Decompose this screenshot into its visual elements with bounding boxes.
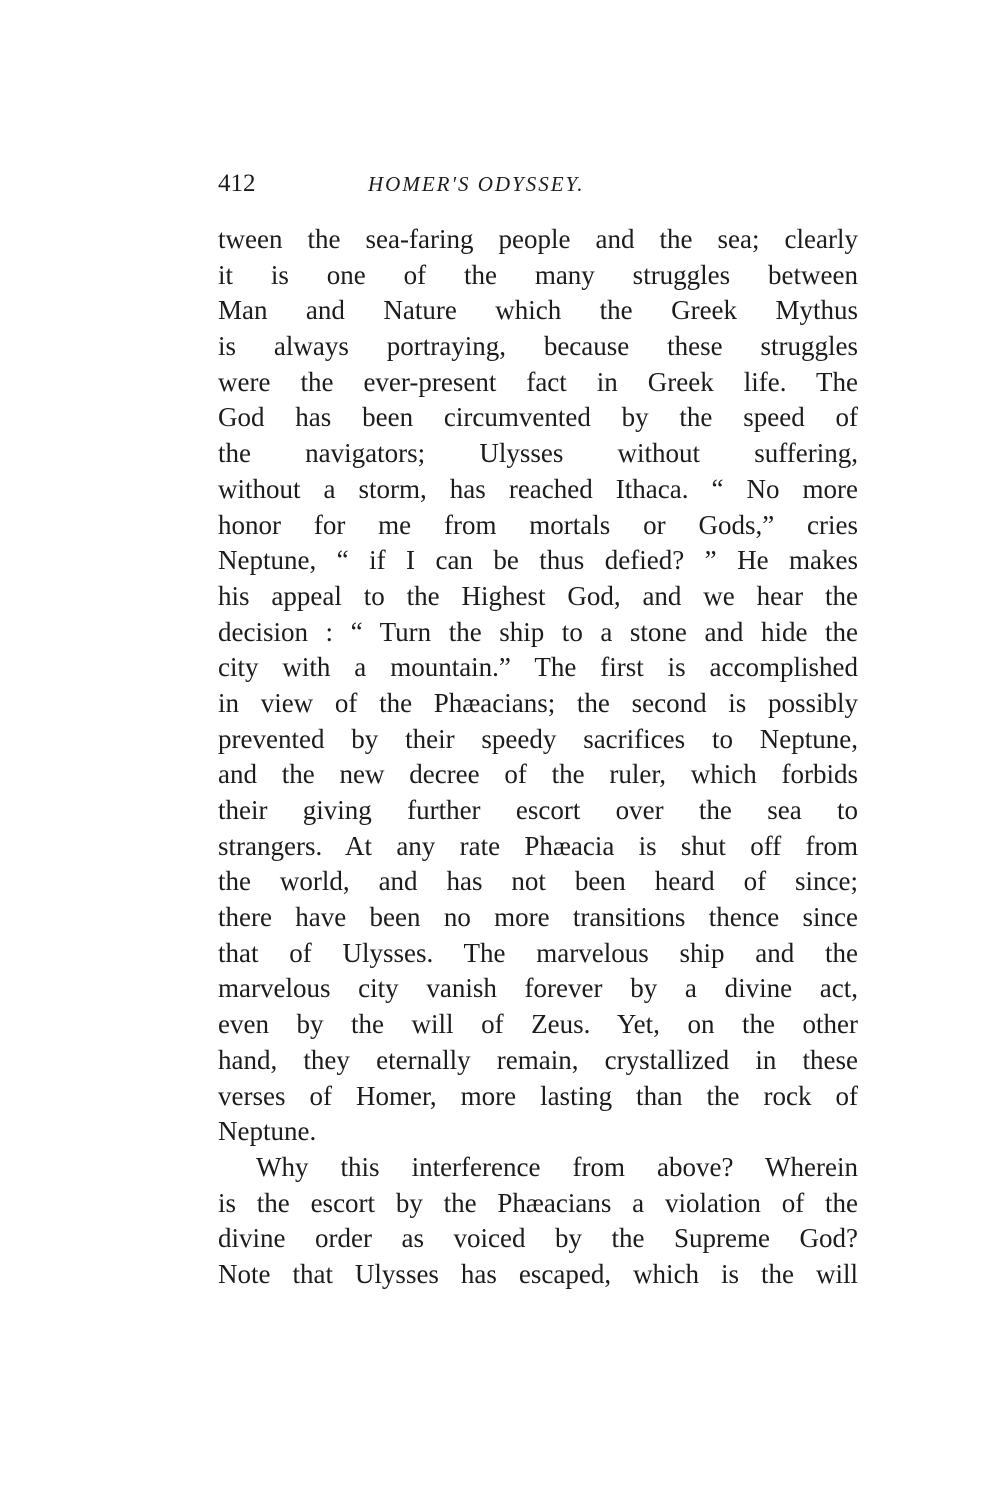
text-line: God has been circumvented by the speed of: [218, 402, 858, 433]
text-line: even by the will of Zeus. Yet, on the other: [218, 1009, 858, 1040]
text-line: Why this interference from above? Wherein: [256, 1151, 858, 1182]
running-head: [218, 166, 858, 202]
text-line: the world, and has not been heard of since;: [218, 866, 858, 897]
text-line: is the escort by the Phæacians a violation of the: [218, 1187, 858, 1218]
text-line: their giving further escort over the sea to: [218, 795, 858, 825]
text-line: that of Ulysses. The marvelous ship and the: [218, 937, 858, 968]
text-line: strangers. At any rate Phæacia is shut off from: [218, 830, 858, 861]
text-line: city with a mountain.” The first is accomplished: [218, 652, 858, 683]
page-number: 412: [218, 170, 256, 197]
text-line: marvelous city vanish forever by a divine act,: [218, 973, 858, 1004]
text-line: prevented by their speedy sacrifices to Neptune,: [218, 723, 858, 754]
text-line: in view of the Phæacians; the second is possibly: [218, 687, 858, 718]
text-line: were the ever-present fact in Greek life. The: [218, 366, 858, 397]
text-line: it is one of the many struggles between: [218, 259, 858, 290]
text-line: Neptune.: [218, 1116, 317, 1147]
paragraph: [218, 1150, 858, 1293]
text-line: is always portraying, because these struggles: [218, 331, 858, 362]
text-line: tween the sea-faring people and the sea; clearly: [218, 224, 858, 254]
text-line: there have been no more transitions thence since: [218, 902, 858, 933]
text-line: verses of Homer, more lasting than the rock of: [218, 1080, 858, 1111]
text-line: and the new decree of the ruler, which forbids: [218, 759, 858, 790]
text-line: decision : “ Turn the ship to a stone and hide the: [218, 616, 858, 647]
text-line: honor for me from mortals or Gods,” cries: [218, 509, 858, 540]
text-line: his appeal to the Highest God, and we hear the: [218, 580, 858, 611]
text-line: the navigators; Ulysses without suffering,: [218, 438, 858, 469]
running-title: HOMER'S ODYSSEY.: [368, 172, 585, 196]
body-text: [218, 222, 858, 1293]
text-line: without a storm, has reached Ithaca. “ No more: [218, 473, 858, 504]
text-line: divine order as voiced by the Supreme God?: [218, 1223, 858, 1254]
text-line: Note that Ulysses has escaped, which is the will: [218, 1258, 858, 1289]
paragraph: [218, 222, 858, 1150]
text-line: Man and Nature which the Greek Mythus: [218, 295, 858, 326]
text-line: hand, they eternally remain, crystallized in these: [218, 1044, 858, 1075]
text-line: Neptune, “ if I can be thus defied? ” He makes: [218, 545, 858, 576]
